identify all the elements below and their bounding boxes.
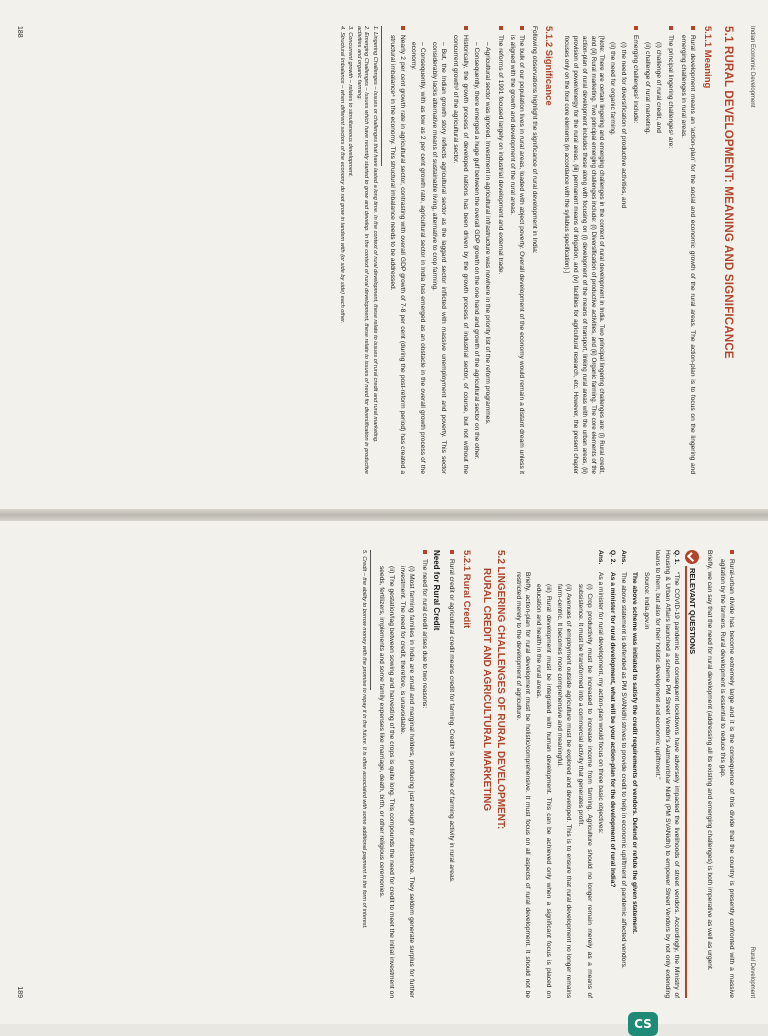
answer-summary: Briefly, action-plan for rural development must be holistic/comprehensive. It must focus on all aspects of rural development. It should not be restricted merely to the development of agriculture.	[514, 572, 531, 998]
footnote: 1. Lingering Challenges – Issues or challenges that have lasted a long time. In the context of rural development, these relate to issues of rural credit and rural marketing.	[371, 26, 378, 443]
answer-text: As a minister for rural development, my action-plan would focus on three basic objectives:	[597, 572, 605, 834]
bullet-marker-icon	[401, 26, 405, 30]
footnote: 5. Credit – the ability to borrow money with the promise to repay it in the future. It is often associated with some additional payment in the form of interest.	[360, 550, 367, 929]
bullet-text: The reforms of 1991 focused largely on industrial development and external trade.	[496, 35, 504, 275]
significance-heading: 5.1.2 Significance	[543, 26, 555, 106]
answer-point: (i) Crop productivity must be increased to increase income from farming. Agriculture should no longer remain merely as a means of subsistence. It must be transformed into a commercial activity that generates profit.	[576, 584, 594, 998]
question	[607, 550, 616, 998]
bullet-marker-icon	[634, 26, 638, 30]
bullet-text: Rural development means an ‘action-plan’ for the social and economic growth of the rural areas. The action-plan is to focus on the lingering and emerging challenges in rural areas.	[679, 35, 697, 474]
intro-paragraph: Briefly, we can say that the need for rural development (addressing all its existing and emerging challenges) is both imperative as well as urgent.	[706, 550, 714, 971]
bullet	[678, 26, 697, 474]
bullet	[495, 26, 504, 474]
running-head-right: Rural Development	[749, 946, 755, 998]
bullet	[388, 26, 407, 474]
book-gutter	[0, 509, 768, 521]
checkmark-icon	[685, 550, 699, 564]
footnote-rule	[370, 550, 371, 690]
page-number-left: 188	[15, 26, 23, 38]
running-head-left: Indian Economic Development	[749, 26, 755, 108]
right-page	[0, 524, 768, 1024]
bullet-text: Emerging challenges² include:	[632, 35, 640, 124]
bullet-text: Nearly 2 per cent growth rate in agricultural sector, contrasting with overall GDP growth of 7-8 per cent (during the post-reform period) has created a structural imbalance⁴ in the economy. This structural imbalance needs to be addressed.	[389, 35, 406, 474]
bullet-marker-icon	[669, 26, 673, 30]
footnote: 3. Concurrent growth – relates to simultaneous development.	[347, 26, 354, 178]
answer-point: (ii) Avenues of employment outside agriculture must be explored and developed. This is to ensure that rural development no longer remains farm-centric. It becomes more comprehensive and meaningful.	[555, 584, 573, 998]
section-heading-line1: 5.2 LINGERING CHALLENGES OF RURAL DEVELOPMENT:	[495, 550, 507, 830]
bullet-text: The principal lingering challenges¹ are:	[667, 35, 675, 149]
bullet-marker-icon	[691, 26, 695, 30]
note-box: [Note: There are certain lingering and emerging challenges in the context of rural development in India. Two principal lingering challenges are: (i) Rural credit, and (ii) Rural marketing. Two principal emerging challenges include: (i) Diversification of productive activities, and (ii) Organic farming. The core elements of the action-plan of rural development includes these along with focusing on (i) development of the means of transport, linking rural areas with the urban areas, (ii) provision of power/energy for the rural areas, (iii) permanent means of irrigation, and (iv) facilities for agricultural research, etc. However, the present chapter focuses only on the four core elements (in accordance with the syllabus specification).]	[563, 36, 606, 474]
bullet-text: Historically, the growth process of developed nations has been driven by the growth process of industrial sector, of course, but not without the concurrent growth³ of the agricultural sector.	[452, 35, 469, 474]
answer-point: (iii) Rural development must be integrated with human development. This can be achieved only when a significant focus is placed on education and health in the rural areas.	[535, 584, 552, 998]
bullet-marker-icon	[450, 550, 454, 554]
question-text: “The COVID-19 pandemic and consequent lockdowns have adversely impacted the livelihoods of street vendors. Accordingly, the Ministry of Housing & Urban Affairs launched a scheme PM Street Vendor’s Aatmanirbhar Nidhi (PM SVANidhi) to empower Street Vendors by not only extending loans to them, but also for their holistic development and economic upliftment.”	[654, 550, 680, 998]
answer-text: The above statement is defended as PM SVANidhi strives to provide credit to help in economic upliftment of pandemic affected vendors.	[620, 572, 628, 969]
bullet	[451, 26, 470, 474]
bullet-marker-icon	[423, 550, 427, 554]
bullet-marker-icon	[464, 26, 468, 30]
footnote: 2. Emerging Challenges – Issues which have recently started to grow and develop. In the context of rural development, these relate to issues of need for diversification in productive activities and organic farming.	[355, 26, 370, 474]
footnote: 4. Structural Imbalance – when different sectors of the economy do not grow in tandem with (or side by side) each other.	[338, 26, 345, 324]
footnote-rule	[381, 26, 382, 166]
bullet-text: The need for rural credit arises due to two reasons:	[420, 559, 428, 709]
bullet	[419, 550, 428, 998]
answer	[619, 550, 628, 998]
scanner-logo-icon: CS	[628, 1012, 658, 1036]
dash-item: – Consequently, with as low as 2 per cent growth rate, agricultural sector in India has emerged as an obstacle in the overall growth process of the economy.	[409, 42, 427, 474]
question-key: Q. 1.	[672, 550, 680, 565]
relevant-questions-banner	[685, 550, 699, 998]
answer	[596, 550, 605, 998]
list-item: (i) the need for diversification of productive activities, and	[620, 42, 628, 209]
section-heading	[479, 550, 507, 998]
bullet-marker-icon	[520, 26, 524, 30]
list-item: (i) challenge of rural credit, and	[655, 42, 663, 133]
bullet	[508, 26, 527, 474]
answer-key: Ans.	[597, 550, 605, 565]
question-key: Q. 2.	[608, 550, 616, 565]
bullet-text: The bulk of our population lives in rural areas, loaded with abject poverty. Overall development of the economy would remain a distant dream unless it is aligned with the growth and development of the rural areas.	[509, 35, 526, 474]
left-page	[0, 0, 768, 500]
list-item: (ii) The gestation/lag between sowing and harvesting of the crops is quite long. This compounds the need for credit to meet the initial investment on seeds, fertilizers, implements and some family expenses like marriage, death, birth, or other religious ceremonies.	[378, 566, 395, 998]
relevant-questions-label: RELEVANT QUESTIONS	[687, 568, 697, 655]
bullet-marker-icon	[499, 26, 503, 30]
bullet	[666, 26, 675, 474]
section-heading-line2: RURAL CREDIT AND AGRICULTURAL MARKETING	[480, 568, 492, 812]
question-ask: The above scheme was initiated to satisfy the credit requirements of vendors. Defend or refute the given statement.	[631, 572, 639, 935]
rural-credit-heading: 5.2.1 Rural Credit	[460, 550, 472, 629]
bullet-text: Rural-urban divide has become extremely large and it is the consequence of this divide that the country is presently confronted with a massive agitation by the farmers. Rural development is essential to reduce this gap.	[718, 559, 735, 998]
significance-intro: Following observations highlight the significance of rural development in India:	[530, 26, 538, 254]
page-number-right: 189	[15, 986, 23, 998]
bullet	[631, 26, 640, 474]
dash-item: – But, the Indian growth story reflects agricultural sector as the laggard sector inflicted with massive unemployment and poverty. This sector considerably lacks alternative means of sustainable living, alternative to crop farming.	[430, 42, 447, 474]
question	[653, 550, 681, 998]
bullet	[447, 550, 456, 998]
meaning-heading: 5.1.1 Meaning	[701, 26, 713, 89]
list-item: (ii) challenge of rural marketing.	[643, 42, 651, 135]
need-heading: Need for Rural Credit	[431, 550, 441, 631]
list-item: (i) Most farming families in India are small and marginal holders, producing just enough for subsistence. They seldom generate surplus for further investment. The need for credit, therefore, is unavoidable.	[398, 566, 416, 998]
bullet	[717, 550, 736, 998]
question-text: As a minister for rural development, what will be your action-plan for the development of rural India?	[608, 572, 616, 888]
dash-item: – Agricultural sector was ignored. Investment in agricultural infrastructure was nowhere in the priority list of the reform programmes.	[484, 42, 492, 425]
source-line: Source: india.gov.in	[642, 572, 650, 630]
answer-key: Ans.	[620, 550, 628, 565]
bullet-text: Rural credit or agricultural credit means credit for farming. Credit⁵ is the lifeline of farming activity in rural areas.	[448, 559, 456, 883]
bullet-marker-icon	[730, 550, 734, 554]
chapter-title: 5.1 RURAL DEVELOPMENT: MEANING AND SIGNIFICANCE	[722, 26, 734, 359]
dash-item: – Consequently, there emerged a huge gulf between the overall GDP growth on the one hand and growth of the agricultural sector on the other.	[473, 42, 481, 460]
list-item: (ii) the need for organic farming.	[608, 42, 616, 136]
